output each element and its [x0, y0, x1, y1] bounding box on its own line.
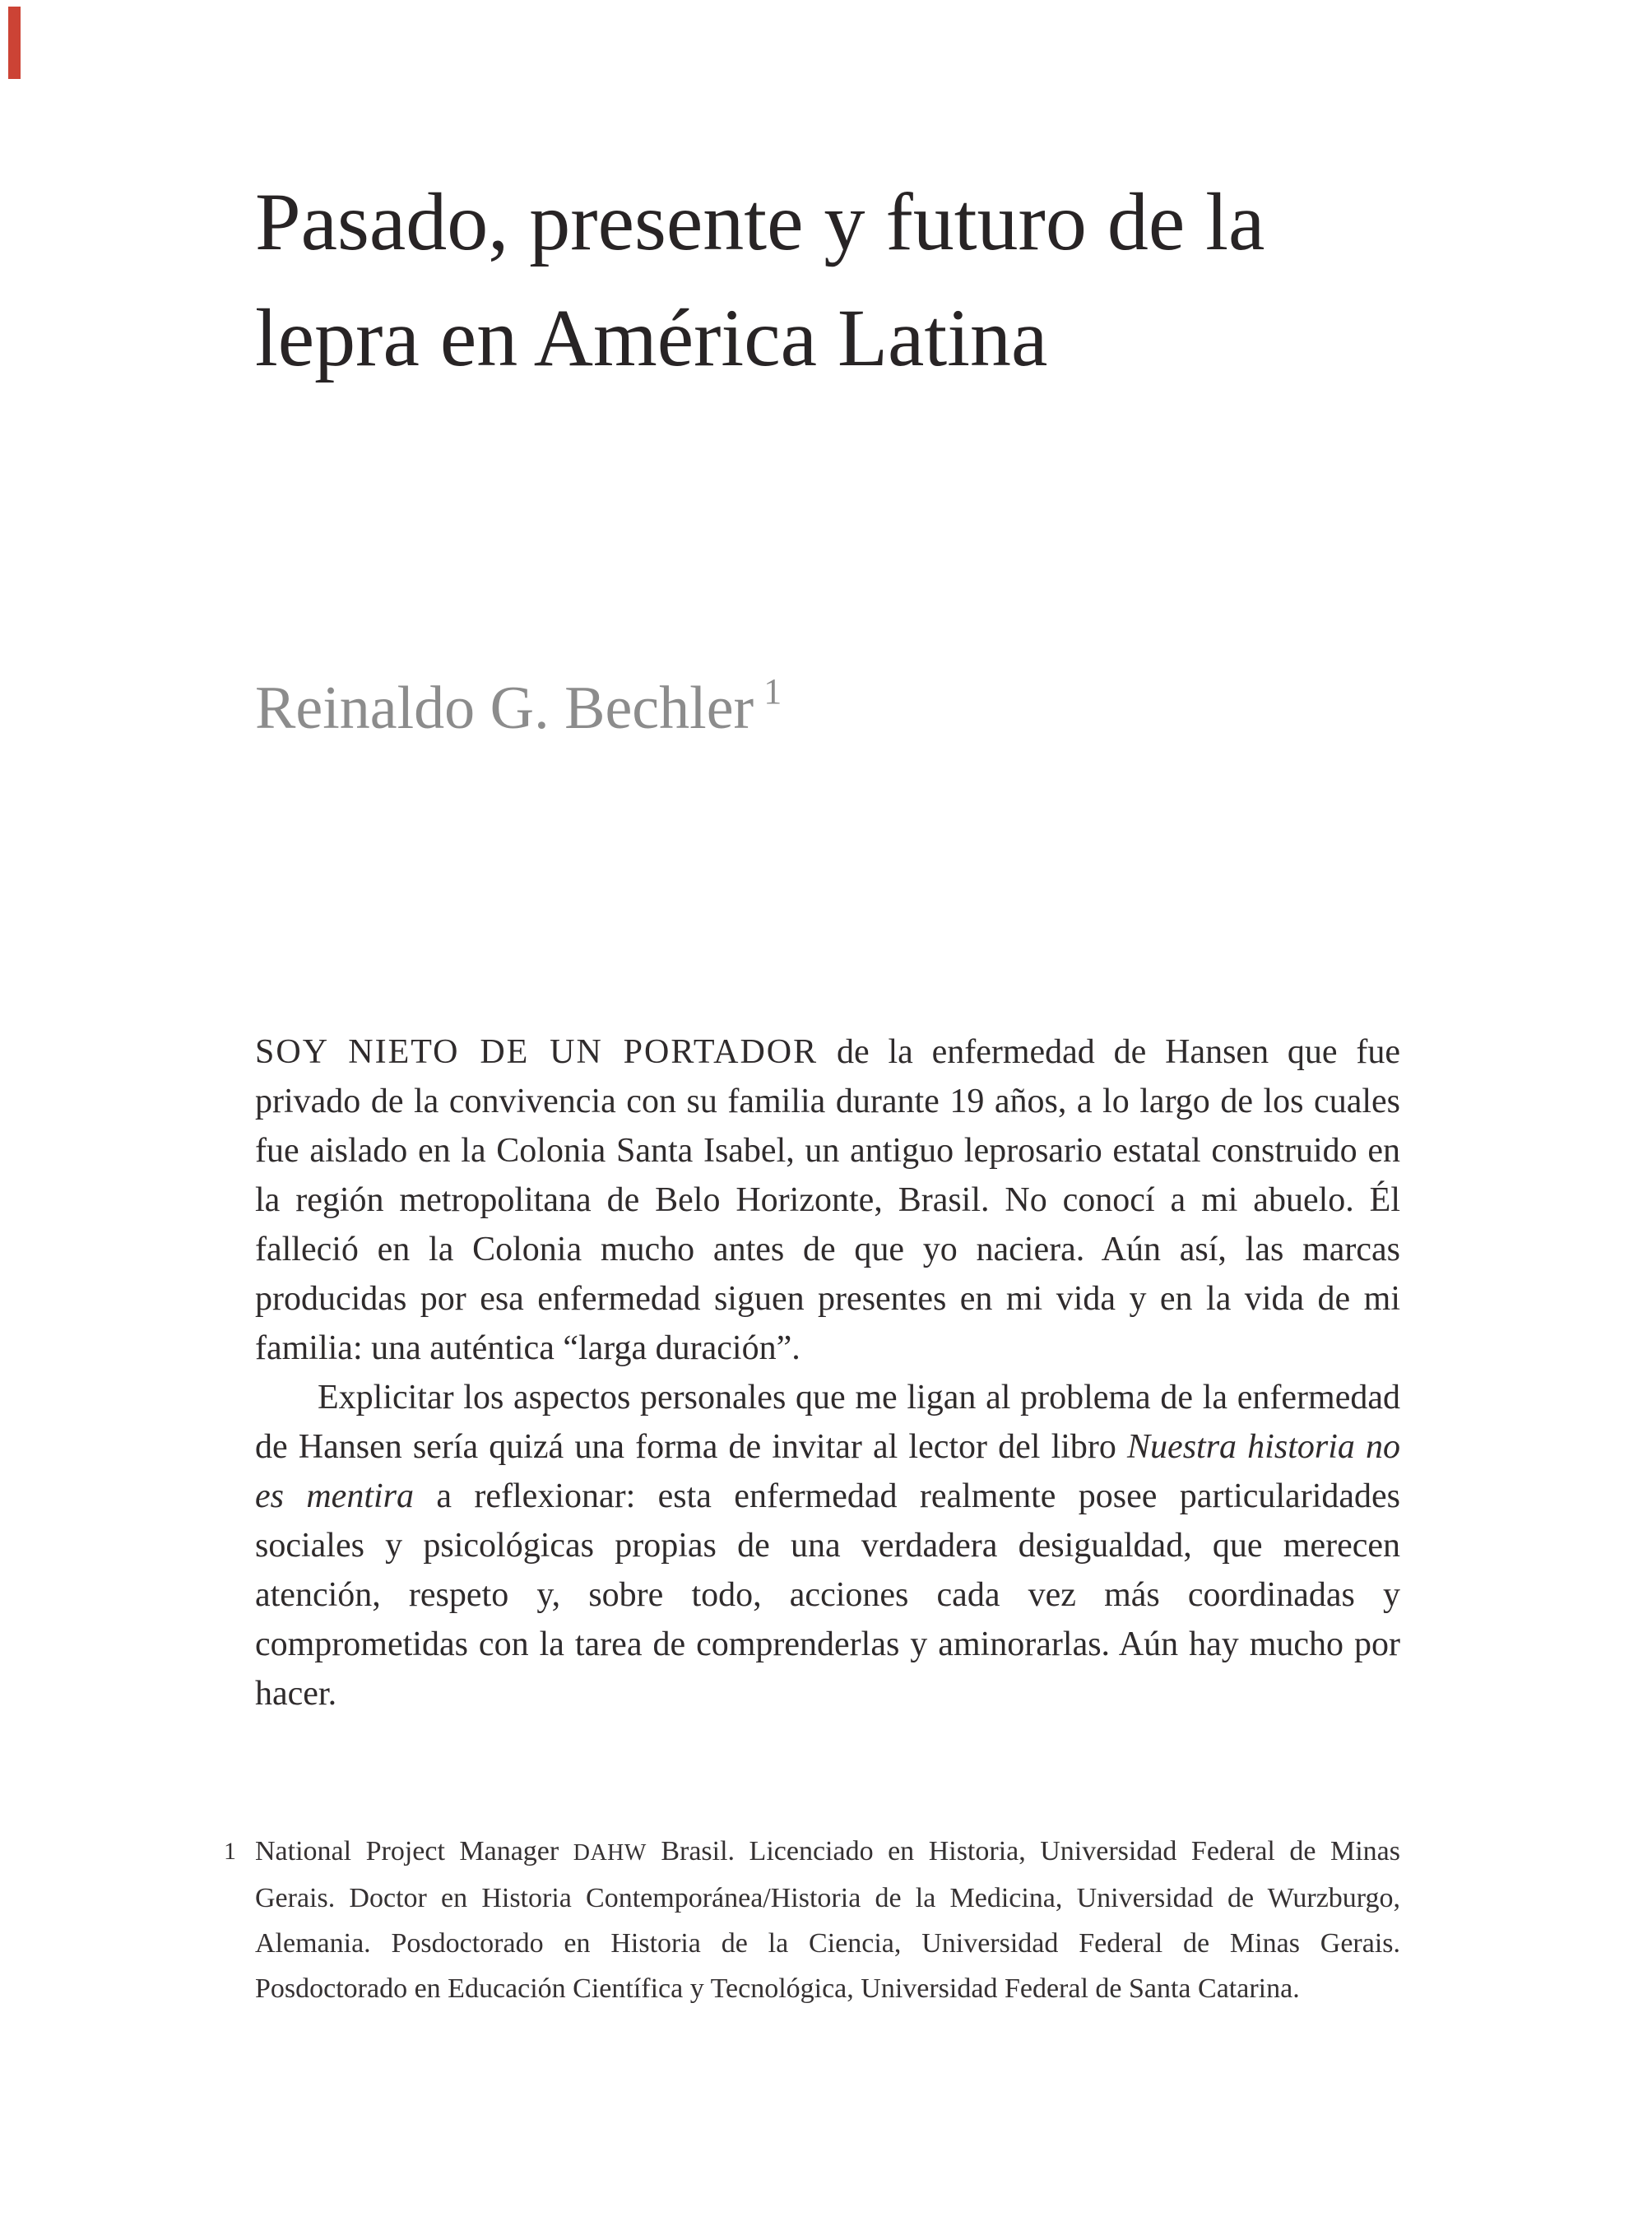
title-line-1: Pasado, presente y futuro de la: [255, 176, 1265, 267]
text-segment: National Project Manager: [255, 1836, 573, 1866]
body-text: [255, 1027, 1400, 1718]
text-segment: Brasil. Licenciado en Historia, Universidad Federal de Minas Gerais. Doctor en Historia Contemporánea/Historia de la Medicina, Universidad de Wurzburgo, Alemania. Posdoctorado en Historia de la Ciencia, Universidad Federal de Minas Gerais. Posdoctorado en Educación Científica y Tecnológica, Universidad Federal de Santa Catarina.: [255, 1836, 1400, 2004]
text-segment: a reflexionar: esta enfermedad realmente posee particularidades sociales y psicológicas propias de una verdadera desigualdad, que merecen atención, respeto y, sobre todo, acciones cada vez más coordinadas y comprometidas con la tarea de comprenderlas y aminorarlas. Aún hay mucho por hacer.: [255, 1477, 1400, 1713]
paragraph-2: [255, 1373, 1400, 1718]
text-segment: de la enfermedad de Hansen que fue privado de la convivencia con su familia durante 19 años, a lo largo de los cuales fue aislado en la Colonia Santa Isabel, un antiguo leprosario estatal construido en la región metropolitana de Belo Horizonte, Brasil. No conocí a mi abuelo. Él falleció en la Colonia mucho antes de que yo naciera. Aún así, las marcas producidas por esa enfermedad siguen presentes en mi vida y en la vida de mi familia: una auténtica “larga duración”.: [255, 1033, 1401, 1367]
footnote-text: [255, 1829, 1400, 2011]
footnote-marker: 1: [224, 1838, 236, 1865]
text-segment: Nuestra historia no es mentira: [255, 1428, 1400, 1515]
paragraph-1: [255, 1027, 1400, 1373]
author-name: Reinaldo G. Bechler: [255, 675, 754, 742]
article-title: [255, 164, 1265, 396]
author-line: [255, 671, 782, 745]
accent-bar: [8, 7, 21, 79]
text-segment: DAHW: [573, 1840, 647, 1866]
text-segment: Explicitar los aspectos personales que me ligan al problema de la enfermedad de Hansen sería quizá una forma de invitar al lector del libro: [255, 1379, 1400, 1466]
text-segment: SOY NIETO DE UN PORTADOR: [255, 1033, 819, 1071]
author-footnote-ref: 1: [763, 671, 782, 712]
title-line-2: lepra en América Latina: [255, 292, 1048, 383]
